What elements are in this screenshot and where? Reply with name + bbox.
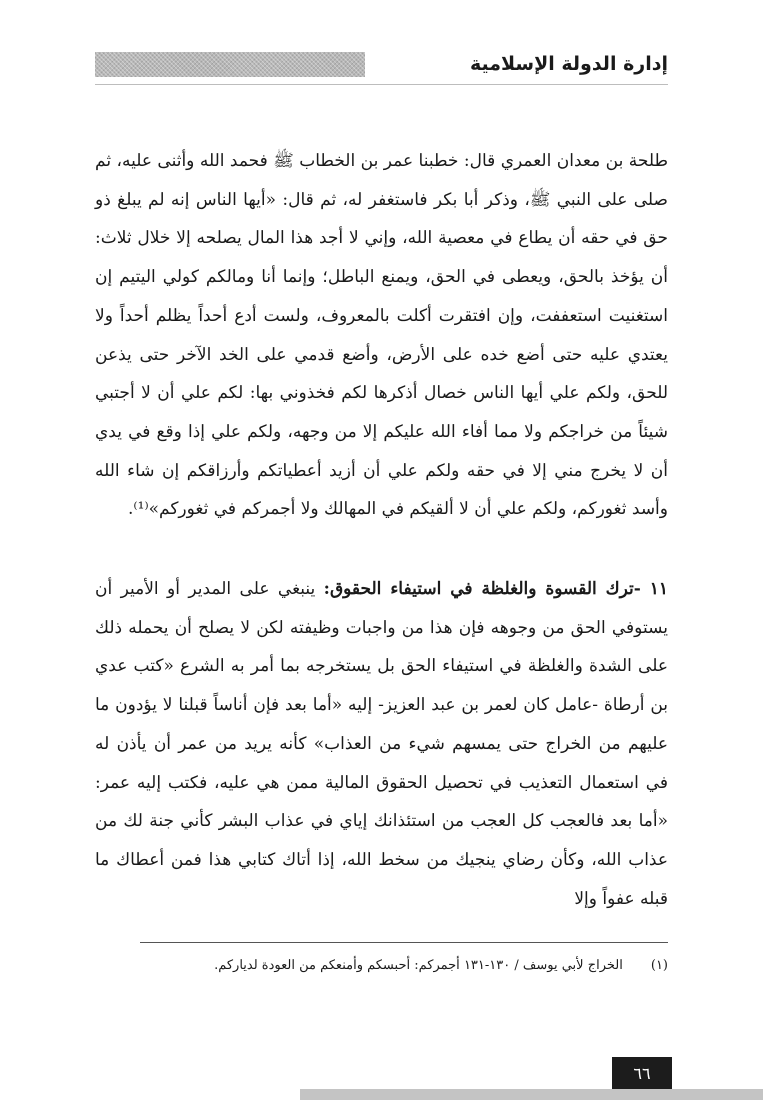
paragraph-2 [95,570,668,920]
section-heading-11: ١١ -ترك القسوة والغلظة في استيفاء الحقوق: [323,579,668,599]
footnote-number: (١) [650,958,668,973]
paragraph-1 [95,142,668,566]
footnote-text: الخراج لأبي يوسف / ١٣٠-١٣١ أجمركم: أحبسكم وأمنعكم من العودة لدياركم. [214,958,623,973]
header-divider [95,84,668,85]
footnote [95,955,668,977]
footer-decoration [300,1089,763,1100]
header-decoration [95,52,365,77]
paragraph-1-text: طلحة بن معدان العمري قال: خطبنا عمر بن الخطاب ﷺ فحمد الله وأثنى عليه، ثم صلى على النبي ﷺ، وذكر أبا بكر فاستغفر له، ثم قال: «أيها الناس إنه لم يبلغ ذو حق في حقه أن يطاع في معصية الله، وإني لا أجد هذا المال يصلحه إلا خلال ثلاث: أن يؤخذ بالحق، ويعطى في الحق، ويمنع الباطل؛ وإنما أنا ومالكم كولي اليتيم إن استغنيت استعففت، وإن افتقرت أكلت بالمعروف، ولست أدع أحداً يظلم أحداً ولا يعتدي عليه حتى أضع خده على الأرض، وأضع قدمي على الخد الآخر حتى يذعن للحق، ولكم علي أيها الناس خصال أذكرها لكم فخذوني بها: لكم علي أن لا أجتبي شيئاً من خراجكم ولا مما أفاء الله عليكم إلا من وجهه، ولكم علي إذا وقع في يدي أن لا يخرج مني إلا في حقه ولكم علي أن أزيد أعطياتكم وأرزاقكم إن شاء الله وأسد ثغوركم، ولكم علي أن لا ألقيكم في المهالك ولا أجمركم في ثغوركم»⁽¹⁾. [95,151,668,520]
running-header-title: إدارة الدولة الإسلامية [469,53,668,75]
paragraph-2-text: ينبغي على المدير أو الأمير أن يستوفي الحق من وجوهه فإن هذا من واجبات وظيفته لكن لا يصلح أن يحمله ذلك على الشدة والغلظة في استيفاء الحق بل يستخرجه بما أمر به الشرع «كتب عدي بن أرطاة -عامل كان لعمر بن عبد العزيز- إليه «أما بعد فإن أناساً قبلنا لا يؤدون ما عليهم من الخراج حتى يمسهم شيء من العذاب» كأنه يريد من عمر أن يأذن له في استعمال التعذيب في تحصيل الحقوق المالية ممن هي عليه، فكتب إليه عمر: «أما بعد فالعجب كل العجب من استئذانك إياي في عذاب البشر كأني جنة لك من عذاب الله، وكأن رضاي ينجيك من سخط الله، إذا أتاك كتابي هذا فمن أعطاك ما قبله عفواً وإلا [95,579,668,909]
page-number: ٦٦ [612,1057,672,1089]
footnote-divider [140,942,668,943]
